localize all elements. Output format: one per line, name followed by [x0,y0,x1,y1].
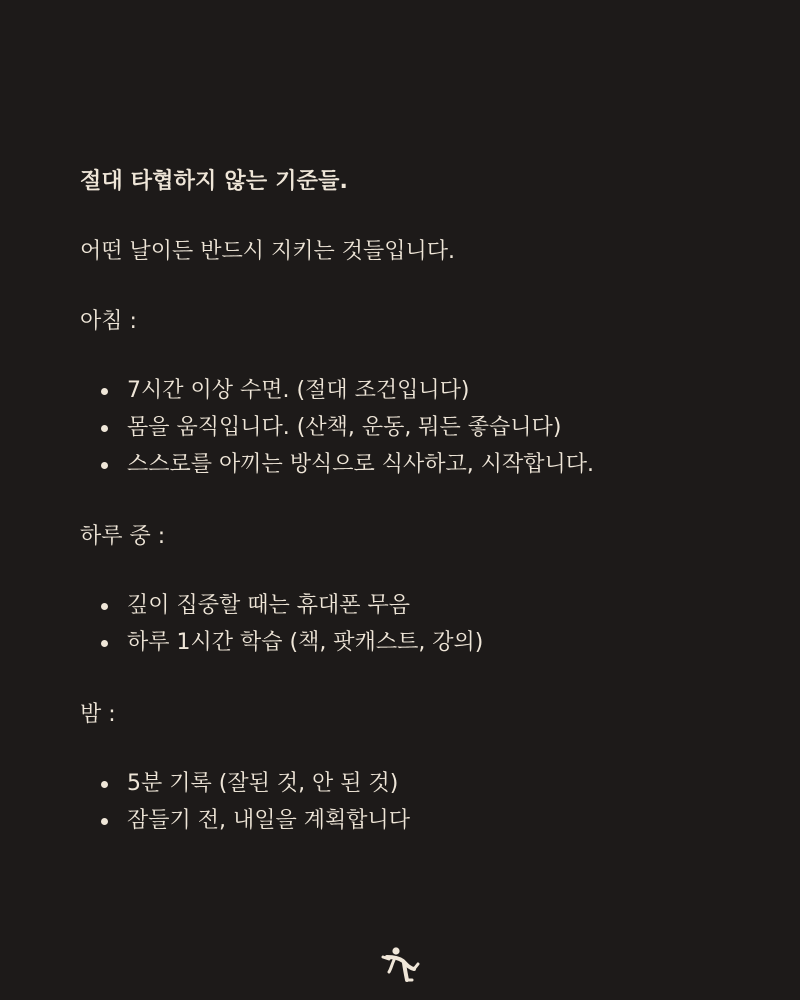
leaping-figure-icon [375,944,423,984]
list-item: 5분 기록 (잘된 것, 안 된 것) [80,765,760,802]
morning-list [80,372,760,483]
list-item: 7시간 이상 수면. (절대 조건입니다) [80,372,760,409]
list-item: 잠들기 전, 내일을 계획합니다 [80,802,760,839]
page-title: 절대 타협하지 않는 기준들. [80,169,349,194]
standards-document [80,166,760,839]
night-list [80,765,760,839]
section-heading-night: 밤 : [80,702,116,727]
list-item: 깊이 집중할 때는 휴대폰 무음 [80,587,760,624]
night-section [80,699,760,839]
daytime-section [80,521,760,661]
morning-section [80,306,760,483]
list-item: 스스로를 아끼는 방식으로 식사하고, 시작합니다. [80,446,760,483]
intro-text: 어떤 날이든 반드시 지키는 것들입니다. [80,239,455,264]
daytime-list [80,587,760,661]
list-item: 하루 1시간 학습 (책, 팟캐스트, 강의) [80,624,760,661]
section-heading-morning: 아침 : [80,309,137,334]
list-item: 몸을 움직입니다. (산책, 운동, 뭐든 좋습니다) [80,409,760,446]
section-heading-daytime: 하루 중 : [80,524,166,549]
